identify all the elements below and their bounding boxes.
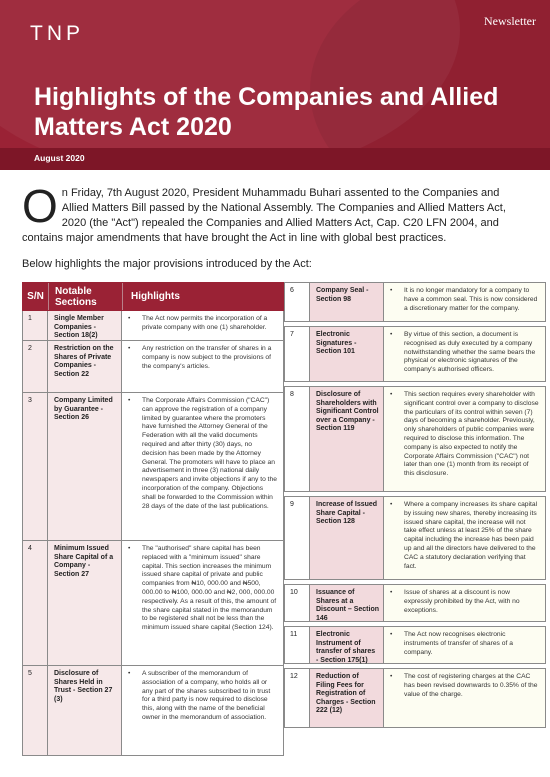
table-row — [284, 326, 546, 382]
row-number: 5 — [23, 666, 48, 755]
table-row — [22, 393, 284, 541]
bullet-icon: • — [128, 397, 131, 404]
row-number: 9 — [285, 497, 310, 579]
intro-paragraph — [22, 180, 528, 246]
table-header — [22, 282, 284, 311]
row-number: 8 — [285, 387, 310, 491]
highlight-cell — [384, 327, 545, 381]
highlight-text: Issue of shares at a discount is now expressly prohibited by the Act, with no exceptions. — [404, 589, 520, 614]
row-number: 7 — [285, 327, 310, 381]
table-row — [22, 541, 284, 666]
drop-cap: O — [22, 180, 58, 232]
row-number: 6 — [285, 283, 310, 321]
bullet-icon: • — [390, 501, 393, 508]
row-number: 1 — [23, 311, 48, 340]
highlight-cell — [384, 497, 545, 579]
row-number: 11 — [285, 627, 310, 663]
highlight-text: A subscriber of the memorandum of association of a company, who holds all or any part of the shares subscribed to in trust for a third party is now required to disclose this, along with the name of the beneficial owner in the memorandum of association. — [142, 670, 271, 721]
table-body — [284, 282, 546, 728]
header-sn: S/N — [23, 283, 49, 310]
bullet-icon: • — [390, 589, 393, 596]
bullet-icon: • — [390, 391, 393, 398]
highlight-text: Where a company increases its share capital by issuing new shares, thereby increasing its issued share capital, the increase will not take effect unless at least 25% of the share capital including the increase has been paid up and all the directors have delivered to the CAC a statutory declaration verifying that fact. — [404, 501, 538, 570]
lead-sentence: Below highlights the major provisions introduced by the Act: — [22, 258, 312, 270]
highlights-table-left — [22, 282, 284, 756]
highlight-cell — [122, 666, 283, 755]
highlight-text: By virtue of this section, a document is recognised as duly executed by a company notwithstanding whether the same bears the physical or electronic signatures of the company's authorised officers. — [404, 331, 536, 374]
header-notable-sections: Notable Sections — [49, 283, 123, 310]
highlight-cell — [384, 585, 545, 621]
highlight-cell — [384, 283, 545, 321]
bullet-icon: • — [128, 345, 131, 352]
highlight-text: This section requires every shareholder with significant control over a company to disclose the particulars of its control within seven (7) days of becoming a shareholder. Previously, only shareholders of public companies were required to disclose this information. The company is also expected to notify the Corporate Affairs Commission ("CAC") not later than one (1) month from its receipt of this disclosure. — [404, 391, 539, 478]
highlight-cell — [122, 311, 283, 340]
highlight-cell — [122, 393, 283, 540]
bullet-icon: • — [128, 545, 131, 552]
highlight-text: Any restriction on the transfer of shares in a company is now subject to the provisions of the company's articles. — [142, 345, 272, 370]
row-number: 12 — [285, 669, 310, 727]
section-name: Increase of Issued Share Capital - Section 128 — [310, 497, 384, 579]
section-name: Electronic Signatures - Section 101 — [310, 327, 384, 381]
date-band — [0, 148, 550, 170]
bullet-icon: • — [390, 673, 393, 680]
section-name: Restriction on the Shares of Private Companies - Section 22 — [48, 341, 122, 392]
table-row — [22, 341, 284, 393]
row-number: 10 — [285, 585, 310, 621]
newsletter-label: Newsletter — [484, 14, 536, 28]
bullet-icon: • — [128, 315, 131, 322]
row-number: 3 — [23, 393, 48, 540]
bullet-icon: • — [390, 631, 393, 638]
table-row — [284, 668, 546, 728]
section-name: Disclosure of Shareholders with Significant Control over a Company - Section 119 — [310, 387, 384, 491]
header-banner — [0, 0, 550, 148]
intro-text: n Friday, 7th August 2020, President Muhammadu Buhari assented to the Companies and Allied Matters Bill passed by the National Assembly. The Companies and Allied Matters Act, 2020 (the "Act") repealed the Companies and Allied Matters Act, Cap. C20 LFN 2004, and contains major amendments that have brought the Act in line with global best practices. — [22, 187, 506, 244]
highlight-cell — [384, 669, 545, 727]
highlight-text: The "authorised" share capital has been replaced with a "minimum issued" share capital. This section increases the minimum issued share capital of private and public companies from ₦10, 000.00 and ₦500, 000.00 to ₦100, 000.00 and ₦2, 000, 000.00 respectively. As a result of this, the amount of the share capital stated in the memorandum to be registered shall not be less than the minimum issued share capital (Section 124). — [142, 545, 277, 632]
table-row — [284, 386, 546, 492]
highlight-text: It is no longer mandatory for a company to have a common seal. This is now considered a discretionary matter for the company. — [404, 287, 538, 312]
table-row — [22, 311, 284, 341]
section-name: Disclosure of Shares Held in Trust - Section 27 (3) — [48, 666, 122, 755]
bullet-icon: • — [390, 287, 393, 294]
bullet-icon: • — [390, 331, 393, 338]
page-title: Highlights of the Companies and Allied Matters Act 2020 — [34, 83, 499, 141]
highlight-text: The Act now recognises electronic instruments of transfer of shares of a company. — [404, 631, 513, 656]
highlights-table-right — [284, 282, 546, 728]
table-row — [284, 584, 546, 622]
table-row — [284, 282, 546, 322]
table-row — [22, 666, 284, 756]
highlight-text: The Act now permits the incorporation of a private company with one (1) shareholder. — [142, 315, 268, 331]
header-highlights: Highlights — [131, 291, 180, 302]
section-name: Reduction of Filing Fees for Registration of Charges - Section 222 (12) — [310, 669, 384, 727]
bullet-icon: • — [128, 670, 131, 677]
highlight-cell — [122, 541, 283, 665]
section-name: Minimum Issued Share Capital of a Company - Section 27 — [48, 541, 122, 665]
highlight-cell — [384, 627, 545, 663]
highlight-text: The Corporate Affairs Commission ("CAC") can approve the registration of a company limited by guarantee where the promoters have furnished the Attorney General of the Federation with all the valid documents required and after thirty (30) days, no decision has been made by the Attorney General. The promoters will have to place an advertisement in three (3) national daily newspapers and invite objections if any to the incorporation of the company. Objections shall be forwarded to the Commission within 28 days of the date of the last publications. — [142, 397, 277, 510]
row-number: 4 — [23, 541, 48, 665]
table-body — [22, 311, 284, 756]
issue-date: August 2020 — [34, 153, 85, 163]
section-name: Electronic Instrument of transfer of shares - Section 175(1) — [310, 627, 384, 663]
highlight-text: The cost of registering charges at the CAC has been revised downwards to 0.35% of the value of the charge. — [404, 673, 538, 698]
tnp-logo: TNP — [30, 22, 84, 45]
highlight-cell — [122, 341, 283, 392]
section-name: Issuance of Shares at a Discount – Section 146 — [310, 585, 384, 621]
table-row — [284, 496, 546, 580]
highlight-cell — [384, 387, 545, 491]
section-name: Single Member Companies - Section 18(2) — [48, 311, 122, 340]
section-name: Company Limited by Guarantee - Section 26 — [48, 393, 122, 540]
row-number: 2 — [23, 341, 48, 392]
table-row — [284, 626, 546, 664]
section-name: Company Seal - Section 98 — [310, 283, 384, 321]
